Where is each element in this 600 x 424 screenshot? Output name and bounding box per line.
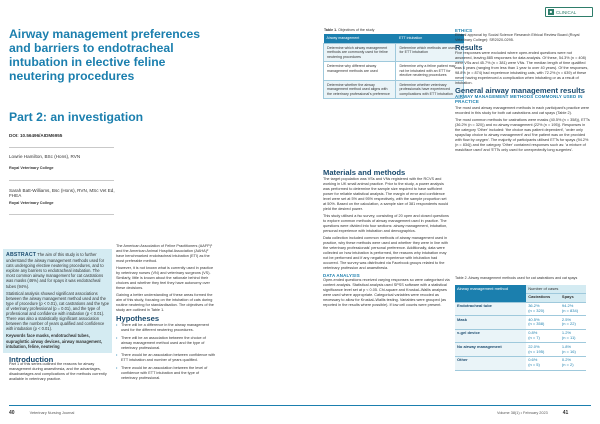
list-item: • There will be an association between the choice of airway management method used and the type of veterinary professional. <box>116 336 216 351</box>
table1-caption: Table 1. Objectives of the study <box>324 28 375 32</box>
table-cell: Endotracheal tube <box>455 302 526 316</box>
footer-rule <box>9 405 591 406</box>
footer-left <box>9 410 74 416</box>
introduction-heading: Introduction <box>9 355 54 364</box>
table-header: Airway management <box>324 34 396 43</box>
clinical-section-badge <box>545 7 593 17</box>
table-header: Airway management method <box>455 285 526 302</box>
table-row <box>455 356 586 370</box>
author-affiliation: Royal Veterinary College <box>9 201 54 205</box>
table-cell: 36.2% (n = 320) <box>526 302 560 316</box>
table-cell: Determine which airway management methods are commonly used for feline neutering procedures <box>324 43 396 62</box>
table-cell: 40.5% (n = 358) <box>526 316 560 330</box>
table-cell: Determine which methods are used for ETT intubation <box>396 43 464 62</box>
divider <box>9 180 114 181</box>
footer-right <box>497 410 568 416</box>
general-results-heading: General airway management results <box>455 86 585 95</box>
table-cell: v-gel device <box>455 329 526 343</box>
table-cell: 0.8% (n = 7) <box>526 329 560 343</box>
author-name: Sarah Batt-Williams, Bsc (Hons), RVN, MSc Vet Ed, FHEA <box>9 188 115 198</box>
table-row <box>455 302 586 316</box>
table-row <box>455 343 586 357</box>
introduction-text: Part 1 of this series outlined the reasons for airway management during anaesthesia, and the advantages, disadvantages and complications of the methods currently available in veterinary practice. <box>9 362 107 381</box>
clinical-icon: ■ <box>549 9 553 14</box>
table-row <box>324 43 464 62</box>
table-cell: 1.8% (n = 16) <box>560 343 586 357</box>
doi: DOI: 10.56496/AIDM6955 <box>9 133 63 138</box>
page-number: 41 <box>562 410 569 416</box>
issue-info: Volume 38(1) • February 2023 <box>497 411 548 415</box>
results-heading: Results <box>455 43 483 52</box>
part-title: Part 2: an investigation <box>9 110 144 124</box>
body-paragraph: Data collection included common methods of airway management used in practice, why these methods were used and whether they were in line with the veterinary professionals' personal preference. Additionally, data were collected on how intubation is performed, the reasons why intubation may not be performed and if any negative experience with intubation had occurred. The survey was distributed via Facebook groups related to the veterinary profession and anaesthesia. <box>323 236 448 270</box>
table-cell: 1.2% (n = 11) <box>560 329 586 343</box>
body-paragraph: The most common methods for castrations were masks (40.5% (n = 358)), ETTs (36.2% (n = 320)) and no airway management (22% (n = 195)). Responses in the category 'Other' included: 'the choice was patient dependent', 'order only spays/lap choice to airway management' and 'the patient was on the provided with flow by oxygen'. The majority of participants utilised ETTs for spays (94.2% (n = 834)) and the category 'Other' contained responses such as: 'a mixture of mask/face used' and 'ETTs only used for unexpectedly long surgeries'. <box>455 118 590 152</box>
article-title: Airway management preferences and barriers to endotracheal intubation in elective feline neutering procedures <box>9 27 201 83</box>
body-paragraph: This study utilised a fsc survey, consisting of 20 open and closed questions to explore common methods of airway management used in practice. The questions were divided into four sections: airway management, intubation, personal experience with intubation and demographics. <box>323 214 449 233</box>
body-paragraph: Ethical approval by Social Science Research Ethical Review Board (Royal Veterinary College): SR2020-0295. <box>455 33 580 42</box>
introduction-section <box>9 357 114 384</box>
badge-label: CLINICAL <box>556 9 577 15</box>
list-item: • There would be an association between the level of confidence with ETT intubation and the type of veterinary professional. <box>116 366 216 381</box>
body-column-4 <box>455 28 590 155</box>
methods-section <box>323 170 450 310</box>
list-item: • There would be an association between confidence with ETT intubation and number of years qualified. <box>116 353 216 363</box>
body-paragraph: Five responses were excluded where open-ended questions were not answered, leaving 885 responses for data analysis. Of these, 54.3% (n = 408) were VSs and 45.7% (n = 381) were VNs. The median length of time qualified was 6 years (ranging from less than 1 year to over 40 years). Of the responses, 98.8% (n = 874) had experience intubating cats, with 72.2% (n = 639) of these never having experienced a complication when intubating or as a result of intubation. <box>455 51 589 85</box>
body-paragraph: The American Association of Feline Practitioners (AAFP)¹ and the American Animal Hospital Association (AAHA)² have benchmarked endotracheal intubation (ETI) as the most preferable method. <box>116 244 213 263</box>
list-item: • There will be a difference in the airway management used for the different neutering procedures. <box>116 323 216 333</box>
abstract-heading: ABSTRACT <box>6 252 37 258</box>
table-row <box>455 316 586 330</box>
body-paragraph: Open-ended questions received varying responses so were categorised via content analysis. Statistical analysis used SPSS software with a statistical significance level set at p < 0.05. Chi-square and Kruskal–Wallis analyses were used where appropriate. Categorical variables were recoded as necessary to allow for Kruskal–Wallis testing. Variables were grouped (as reported in the results where possible). If low cell counts were present. <box>323 278 450 307</box>
abstract-paragraph: Statistical analysis showed significant associations between the airway management method used and the type of procedure (p < 0.01), cat castrations and the type of veterinary professional (p = 0.01), and the type of professional and confidence with intubation (p < 0.01). There was also a statistically significant association between the number of years qualified and confidence with intubation (p < 0.01). <box>6 290 109 332</box>
journal-name: Veterinary Nursing Journal <box>29 411 75 415</box>
table-cell: Determine why a feline patient may not be intubated with an ETT for elective neutering procedures <box>396 62 464 81</box>
body-paragraph: Gaining a better understanding of these areas formed the aim of this study, focusing on the intubation of cats during routine neutering for standardisation. The objectives of the study are outlined in Table 1. <box>116 293 214 312</box>
table-cell: Other <box>455 356 526 370</box>
divider <box>9 214 114 215</box>
table-cell: 0.2% (n = 2) <box>560 356 586 370</box>
abstract-paragraph: ABSTRACT The aim of this study is to further understand the airway management methods used for cats undergoing elective neutering procedures, and to explore any barriers to endotracheal intubation. The most common airway management for cat castrations was masks (46%) and for spays it was endotracheal tubes (94%). <box>6 252 105 289</box>
table-header: Number of cases <box>526 285 586 293</box>
airway-methods-table <box>455 285 586 371</box>
methods-heading: Materials and methods <box>323 168 406 177</box>
table-cell: Determine why different airway management methods are used <box>324 62 396 81</box>
table-header: Spays <box>560 293 586 302</box>
table-cell: Determine whether the airway management method used aligns with the veterinary professional's preference <box>324 80 396 99</box>
table-cell: 22.0% (n = 195) <box>526 343 560 357</box>
methods-used-subheading: AIRWAY MANAGEMENT METHODS COMMONLY USED IN PRACTICE <box>455 94 583 104</box>
divider <box>9 147 114 148</box>
table-cell: 2.5% (n = 22) <box>560 316 586 330</box>
body-paragraph: However, it is not known what is currently used in practice by veterinary nurses (VN) and veterinary surgeons (VS). Similarly, little is known about the rationale behind their choices and whether they feel they have autonomy over these decisions. <box>116 266 214 290</box>
table-cell: 94.2% (n = 834) <box>560 302 586 316</box>
author-affiliation: Royal Veterinary College <box>9 166 54 170</box>
data-analysis-heading: DATA ANALYSIS <box>323 273 360 278</box>
ethics-heading: ETHICS <box>455 28 473 33</box>
author-name: Lowrie Hamilton, BSc (Hons), RVN <box>9 154 81 159</box>
table-cell: Determine whether veterinary professionals have experienced complications with ETT intubation <box>396 80 464 99</box>
table-row <box>324 80 464 99</box>
table-header: Castrations <box>526 293 560 302</box>
table-cell: 0.6% (n = 5) <box>526 356 560 370</box>
table2-caption: Table 2. Airway management methods used for cat castrations and cat spays <box>455 276 578 280</box>
objectives-table <box>323 34 464 99</box>
table-cell: Mask <box>455 316 526 330</box>
body-paragraph: The most used airway management methods in each participant's practice were recorded in this study for both cat castrations and cat spays (Table 2). <box>455 106 590 115</box>
hypotheses-heading: Hypotheses <box>116 314 160 323</box>
table-row <box>455 329 586 343</box>
table-cell: No airway management <box>455 343 526 357</box>
table-header: ETT intubation <box>396 34 464 43</box>
abstract-box <box>3 249 112 353</box>
body-paragraph: The target population was VSs and VNs registered with the RCVS and working in UK small animal practice. Prior to the study, a power analysis was performed to determine the sample size required to have sufficient power for reliable statistical analysis. The margin of error and confidence level were set at 5% and 95% respectively, with the sample proportion set at 50%. Based on the calculation, a sample size of 381 respondents would yield the desired power. <box>323 177 449 211</box>
page-number: 40 <box>9 410 15 416</box>
keywords: Keywords face masks, endotracheal tubes, supraglottic airway devices, airway management, intubation, feline, neutering <box>6 333 103 349</box>
table-row <box>324 62 464 81</box>
hypotheses-list <box>116 323 216 381</box>
body-column-2 <box>116 244 216 383</box>
